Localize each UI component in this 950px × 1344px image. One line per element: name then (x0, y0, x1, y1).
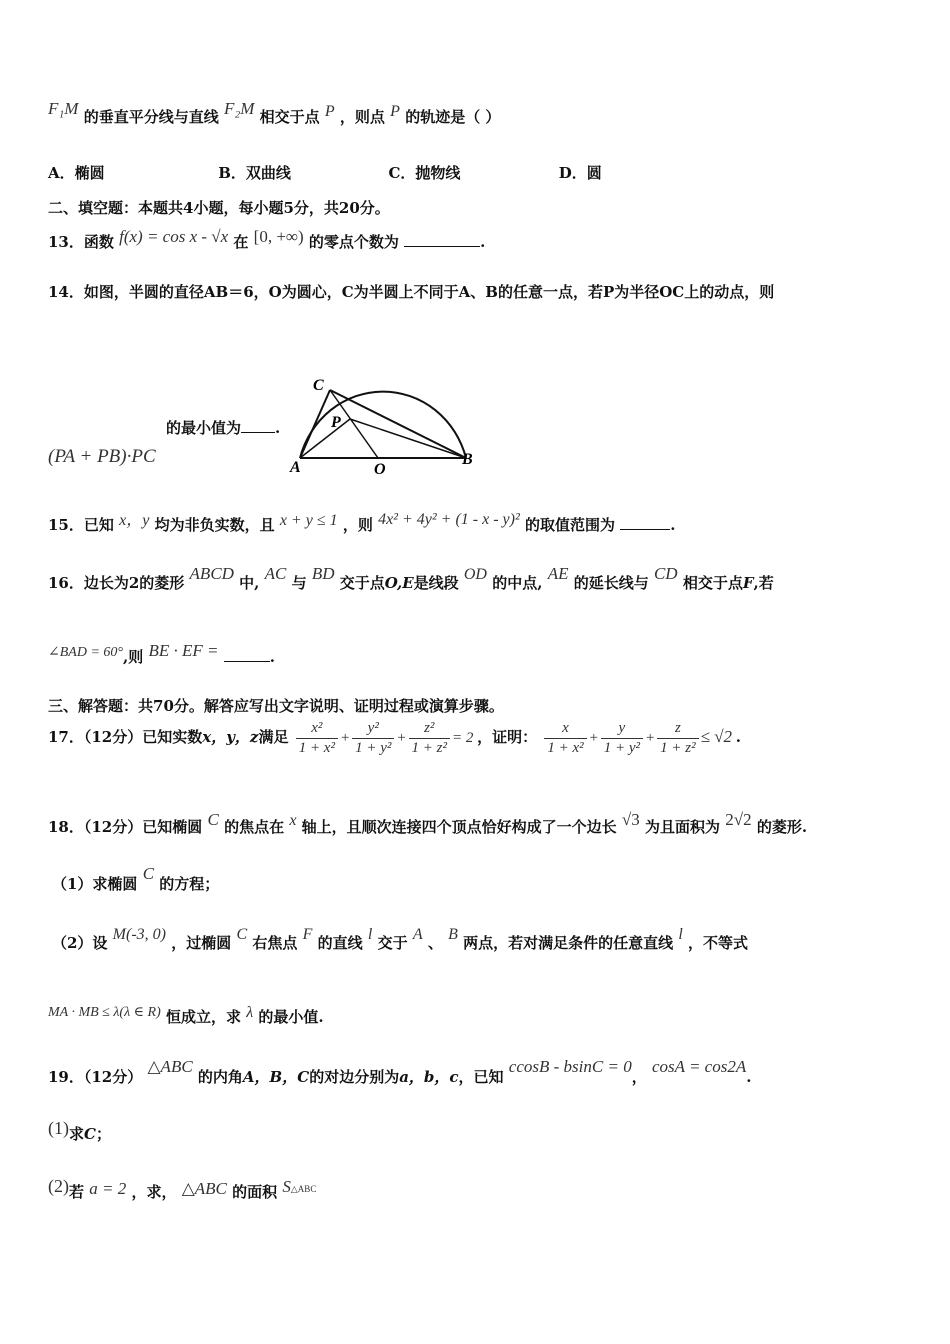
section3-header: 三、解答题：共70分。解答应写出文字说明、证明过程或演算步骤。 (48, 697, 504, 715)
inequality: ≤ √2 (700, 726, 733, 746)
label-o: O (374, 461, 386, 478)
text: ,则 (123, 648, 144, 666)
text: 交于点 (339, 574, 385, 592)
math-l: l (367, 926, 373, 943)
part-label: (2) (48, 1176, 69, 1196)
text: . (746, 1068, 752, 1086)
text: 交于 (377, 934, 408, 952)
text: . (670, 516, 676, 534)
q13-function: f(x) = cos x - √x (119, 227, 229, 246)
text: 均为非负实数，且 (154, 516, 275, 534)
fraction: $\frac{y}{\text{1 + y²}}$ (601, 720, 643, 757)
math: CD (653, 564, 678, 583)
math-x: x (289, 812, 297, 829)
text: 的直线 (317, 934, 363, 952)
q13 (48, 227, 486, 252)
text: 是线段 (413, 574, 459, 592)
answer-blank (224, 647, 270, 662)
text: 为且面积为 (644, 818, 720, 836)
text: . (275, 419, 281, 437)
fraction: $\frac{x}{\text{1 + x²}}$ (544, 720, 586, 757)
text: 的最小值. (258, 1008, 324, 1026)
option-a: A．椭圆 (48, 164, 105, 182)
math-f: F (302, 926, 313, 943)
inequality: MA · MB ≤ λ(λ ∈ R) (48, 1005, 161, 1020)
part-label: (1) (48, 1118, 69, 1138)
fraction: $\frac{\text{y²}}{\text{1 + y²}}$ (352, 720, 394, 757)
math-lambda: λ (246, 1004, 254, 1021)
math-p: P (324, 103, 335, 120)
q15-condition: x + y ≤ 1 (279, 512, 338, 529)
text: 、 (427, 934, 443, 952)
text: ，过椭圆 (171, 934, 232, 952)
text: ， (631, 1068, 647, 1086)
segment-ac (300, 390, 330, 458)
text: 的菱形. (756, 818, 808, 836)
text: ，则点 (339, 108, 385, 126)
text: ，求， (131, 1183, 177, 1201)
q14-vector-expression: (PA + PB)·PC (48, 446, 156, 467)
text: 的垂直平分线与直线 (83, 108, 219, 126)
text: 的延长线与 (573, 574, 649, 592)
q18 (48, 810, 808, 837)
text: 两点，若对满足条件的任意直线 (463, 934, 674, 952)
q17-vars: x，y，z (202, 727, 259, 746)
math-c: C (236, 926, 248, 943)
label-c: C (313, 377, 324, 394)
math: BD (311, 564, 335, 583)
text: . (269, 648, 275, 666)
question-number: 15．已知 (48, 516, 114, 534)
q14-expression (48, 446, 156, 468)
text: 的对边分别为 (309, 1068, 400, 1086)
question-number: 13．函数 (48, 233, 114, 251)
text: （2）设 (52, 934, 108, 952)
math-c: C (84, 1125, 96, 1143)
math-f2m: F₂M (223, 99, 255, 118)
text: 的方程； (159, 875, 220, 893)
segment-pb (350, 419, 466, 458)
answer-blank (241, 418, 275, 433)
math-c: C (207, 810, 219, 829)
question-number: 16．边长为2的菱形 (48, 574, 185, 592)
triangle-abc: △ABC (181, 1179, 227, 1198)
point-f: F (742, 574, 754, 592)
text: ，证明： (477, 727, 538, 746)
text: 右焦点 (252, 934, 298, 952)
q19-part1 (48, 1118, 111, 1144)
section2-header: 二、填空题：本题共4小题，每小题5分，共20分。 (48, 199, 390, 217)
text: 的轨迹是（ ） (405, 108, 501, 126)
question-number: 18．（12分）已知椭圆 (48, 818, 203, 836)
text: 的中点, (492, 574, 543, 592)
math-l: l (678, 926, 683, 943)
text: . (735, 727, 742, 746)
dot-product: BE · EF = (148, 641, 219, 660)
text: 的零点个数为 (308, 233, 399, 251)
math-b: B (448, 926, 458, 943)
angle-bad: ∠BAD = 60° (48, 645, 123, 660)
q18-part2-cont (48, 1006, 324, 1027)
equals-two: = 2 (451, 729, 474, 746)
q19 (48, 1057, 752, 1087)
question-number: 17．（12分）已知实数 (48, 727, 203, 746)
equation-1: ccosB - bsinC = 0 (508, 1057, 632, 1076)
text: 相交于点 (259, 108, 320, 126)
area-subscript: △ABC (290, 1184, 317, 1194)
text: 的取值范围为 (525, 516, 616, 534)
label-a: A (290, 459, 301, 476)
triangle-abc: △ABC (147, 1057, 193, 1076)
text: 中, (239, 574, 260, 592)
text: 的焦点在 (224, 818, 285, 836)
answer-blank (404, 232, 480, 247)
area-s: S (282, 1177, 291, 1196)
q16-line2 (48, 641, 275, 667)
points-oe: O,E (384, 574, 414, 592)
option-d: D．圆 (558, 164, 602, 182)
q15-vars: x，y (119, 512, 150, 529)
text: 的内角 (197, 1068, 243, 1086)
q15 (48, 512, 676, 535)
math-p: P (390, 103, 400, 120)
math: OD (463, 566, 487, 583)
text: . (480, 233, 486, 251)
q12-options (48, 162, 602, 183)
math: AC (264, 564, 287, 583)
math-a-eq-2: a = 2 (89, 1179, 127, 1198)
text: 满足 (258, 727, 289, 746)
equation-2: cosA = cos2A (651, 1057, 747, 1076)
text: 求 (69, 1125, 85, 1143)
text: 若 (69, 1183, 85, 1201)
option-b: B．双曲线 (218, 164, 291, 182)
q15-expression: 4x² + 4y² + (1 - x - y)² (378, 511, 520, 528)
area-symbol (282, 1177, 316, 1196)
q18-part2 (52, 926, 749, 953)
math: AE (547, 564, 569, 583)
q12-tail-line (48, 99, 501, 127)
text: ，则 (342, 516, 373, 534)
sides: a，b，c (399, 1068, 459, 1086)
math-a: A (412, 926, 423, 943)
text: ，已知 (458, 1068, 504, 1086)
label-b: B (462, 451, 473, 468)
fraction: $\frac{z}{\text{1 + z²}}$ (657, 720, 698, 757)
option-c: C．抛物线 (388, 164, 461, 182)
text: 恒成立，求 (165, 1008, 241, 1026)
q19-part2 (48, 1176, 317, 1202)
q18-part1 (52, 864, 220, 894)
angles: A，B，C (242, 1068, 310, 1086)
math-f1m: F₁M (48, 99, 79, 118)
text: 在 (233, 233, 249, 251)
math-c: C (142, 864, 155, 883)
q14-min-label (166, 417, 280, 438)
semicircle-figure (288, 360, 484, 478)
math: ABCD (189, 564, 234, 583)
text: 与 (291, 574, 307, 592)
q17: 17．（12分）已知实数x，y，z满足 $\frac{\text{x²}}{\text{1 + x²}}$ + $\frac{\text{y²}}{\text{1 + y²}}$ + $\frac{\text{z²}}{\text{1 + z²}}$ = 2 ，证明： $\frac{x}{\text{1 + x²}}$ + $\frac{y}{\text{1 + y²}}$ + $\frac{z}{\text{1 + z²}}$ ≤ √2 . (48, 720, 742, 756)
q14-text: 14．如图，半圆的直径AB＝6，O为圆心，C为半圆上不同于A、B的任意一点，若P为半径OC上的动点，则 (48, 283, 775, 301)
text: 相交于点 (682, 574, 743, 592)
math-sqrt3: √3 (621, 810, 640, 829)
text: ,若 (753, 574, 774, 592)
fraction: $\frac{\text{z²}}{\text{1 + z²}}$ (409, 720, 450, 757)
question-number: 19．（12分） (48, 1068, 143, 1086)
segment-cb (330, 390, 466, 458)
text: ； (95, 1125, 111, 1143)
point-m: M(-3, 0) (112, 926, 166, 943)
fraction: $\frac{\text{x²}}{\text{1 + x²}}$ (296, 720, 338, 757)
answer-blank (620, 515, 670, 530)
q16-line1 (48, 564, 774, 593)
text: 的面积 (232, 1183, 278, 1201)
text: 的最小值为 (166, 419, 242, 437)
math-2sqrt2: 2√2 (725, 810, 752, 829)
label-p: P (331, 414, 341, 431)
text: ，不等式 (688, 934, 749, 952)
q13-interval: [0, +∞) (253, 227, 304, 246)
text: （1）求椭圆 (52, 875, 138, 893)
text: 轴上，且顺次连接四个顶点恰好构成了一个边长 (301, 818, 617, 836)
